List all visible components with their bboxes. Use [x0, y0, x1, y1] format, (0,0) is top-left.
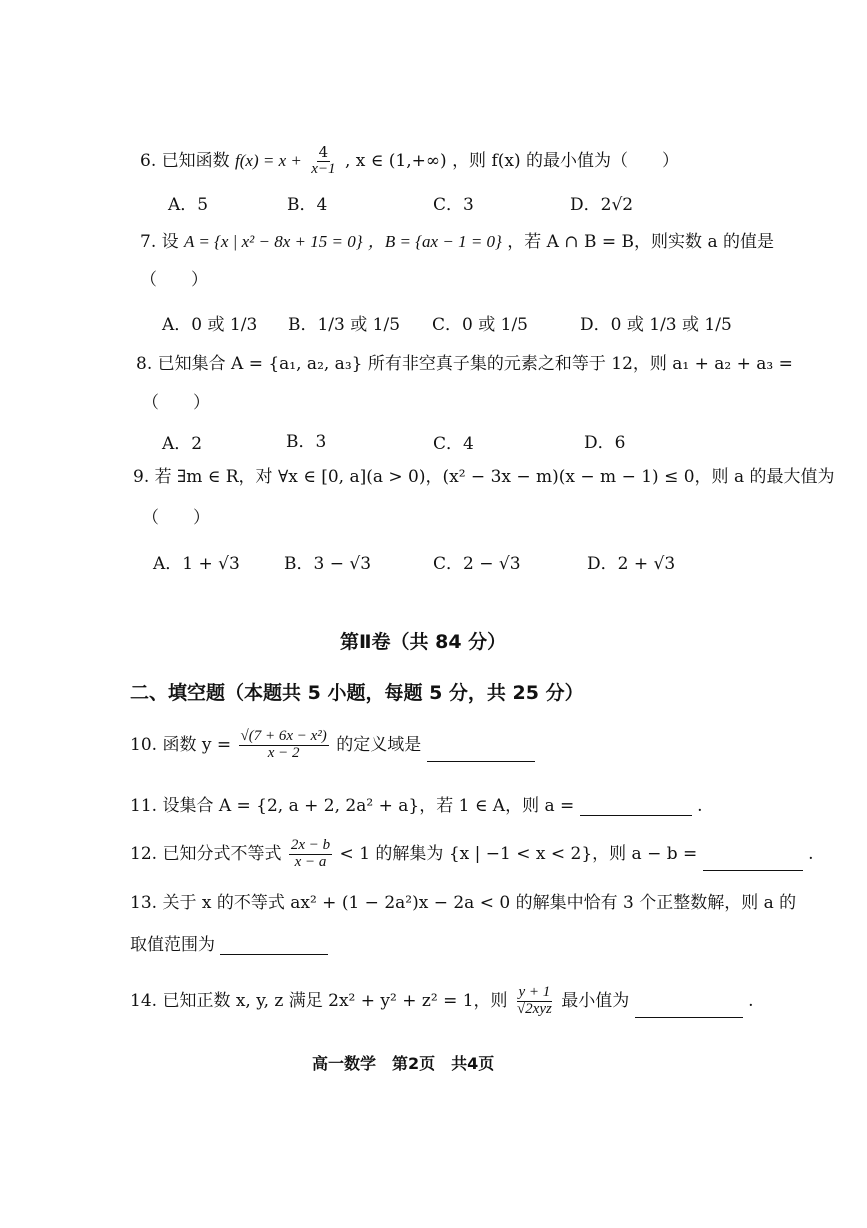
part-2-title: 二、填空题（本题共 5 小题，每题 5 分，共 25 分）: [130, 682, 584, 704]
q9-option-d: D．2 + √3: [587, 554, 676, 574]
q13-line2-text: 取值范围为: [130, 935, 215, 955]
q14-answer-blank[interactable]: [635, 998, 743, 1018]
q11-end: .: [697, 796, 703, 816]
q8-option-b: B．3: [286, 432, 327, 452]
q10-frac-den: x − 2: [267, 744, 300, 761]
question-14: [130, 985, 753, 1018]
section-2-title: 第Ⅱ卷（共 84 分）: [340, 631, 507, 653]
q10-frac-num: √(7 + 6x − x²): [240, 728, 327, 744]
q8-option-c: C．4: [433, 434, 474, 454]
q7-set-a: A = {x | x² − 8x + 15 = 0}: [184, 232, 363, 251]
q11-text: 11. 设集合 A = {2, a + 2, 2a² + a}，若 1 ∈ A，则 a =: [130, 796, 575, 816]
question-13-line-2: [130, 935, 328, 955]
q6-domain: , x ∈ (1,+∞): [344, 150, 447, 171]
q10-prefix: 10. 函数 y =: [130, 734, 232, 755]
q11-answer-blank[interactable]: [580, 797, 692, 817]
q9-option-b: B．3 − √3: [284, 554, 372, 574]
q7-prefix: 7. 设: [140, 232, 179, 252]
q8-option-d: D．6: [584, 433, 626, 453]
question-13: 13. 关于 x 的不等式 ax² + (1 − 2a²)x − 2a < 0 的解集中恰有 3 个正整数解，则 a 的: [130, 893, 797, 913]
q7-option-a: A．0 或 1/3: [162, 315, 258, 335]
question-9: 9. 若 ∃m ∈ R，对 ∀x ∈ [0, a](a > 0)，(x² − 3x − m)(x − m − 1) ≤ 0，则 a 的最大值为: [133, 467, 835, 487]
question-6: [140, 145, 679, 178]
q7-option-d: D．0 或 1/3 或 1/5: [580, 315, 732, 335]
question-8: 8. 已知集合 A = {a₁, a₂, a₃} 所有非空真子集的元素之和等于 12，则 a₁ + a₂ + a₃ =: [136, 354, 793, 374]
q7-option-b: B．1/3 或 1/5: [288, 315, 401, 335]
q14-frac-num: y + 1: [518, 984, 551, 1000]
q8-option-a: A．2: [162, 434, 203, 454]
q8-paren: （ ）: [142, 393, 210, 413]
q6-option-d: D．2√2: [570, 195, 634, 215]
q12-answer-blank[interactable]: [703, 851, 803, 871]
q6-suffix: ，则 f(x) 的最小值为（ ）: [452, 150, 680, 171]
q6-option-c: C．3: [433, 195, 474, 215]
q6-frac-den: x−1: [311, 160, 336, 177]
q12-frac-num: 2x − b: [290, 837, 331, 853]
question-12: [130, 838, 813, 871]
q13-answer-blank[interactable]: [220, 936, 328, 956]
question-10: [130, 729, 535, 762]
q9-option-a: A．1 + √3: [153, 554, 240, 574]
q6-fraction: [309, 145, 337, 178]
q14-fraction: [515, 985, 554, 1018]
q12-prefix: 12. 已知分式不等式: [130, 843, 282, 864]
q14-frac-den: √2xyz: [516, 1000, 552, 1017]
page-footer: 高一数学 第2页 共4页: [312, 1054, 495, 1073]
q10-suffix: 的定义域是: [336, 734, 422, 755]
q12-fraction: [289, 838, 332, 871]
question-11: [130, 796, 703, 816]
q9-paren: （ ）: [142, 508, 210, 528]
q12-end: .: [808, 843, 814, 864]
q7-set-b: ，B = {ax − 1 = 0}: [367, 232, 502, 251]
q6-prefix: 6. 已知函数: [140, 150, 230, 171]
q12-mid: < 1 的解集为 {x | −1 < x < 2}，则 a − b =: [339, 843, 698, 864]
q14-end: .: [748, 990, 754, 1011]
q14-prefix: 14. 已知正数 x, y, z 满足 2x² + y² + z² = 1，则: [130, 990, 508, 1011]
q6-function: f(x) = x +: [235, 150, 302, 170]
q6-frac-num: 4: [318, 143, 329, 161]
q7-paren: （ ）: [140, 270, 208, 290]
q10-answer-blank[interactable]: [427, 742, 535, 762]
q7-suffix: ，若 A ∩ B = B，则实数 a 的值是: [507, 232, 774, 252]
question-7: [140, 232, 774, 252]
q6-option-a: A．5: [168, 195, 209, 215]
q10-fraction: [239, 729, 329, 762]
q12-frac-den: x − a: [294, 853, 327, 870]
q6-option-b: B．4: [287, 195, 328, 215]
q9-option-c: C．2 − √3: [433, 554, 521, 574]
q7-option-c: C．0 或 1/5: [432, 315, 528, 335]
q14-suffix: 最小值为: [561, 990, 630, 1011]
